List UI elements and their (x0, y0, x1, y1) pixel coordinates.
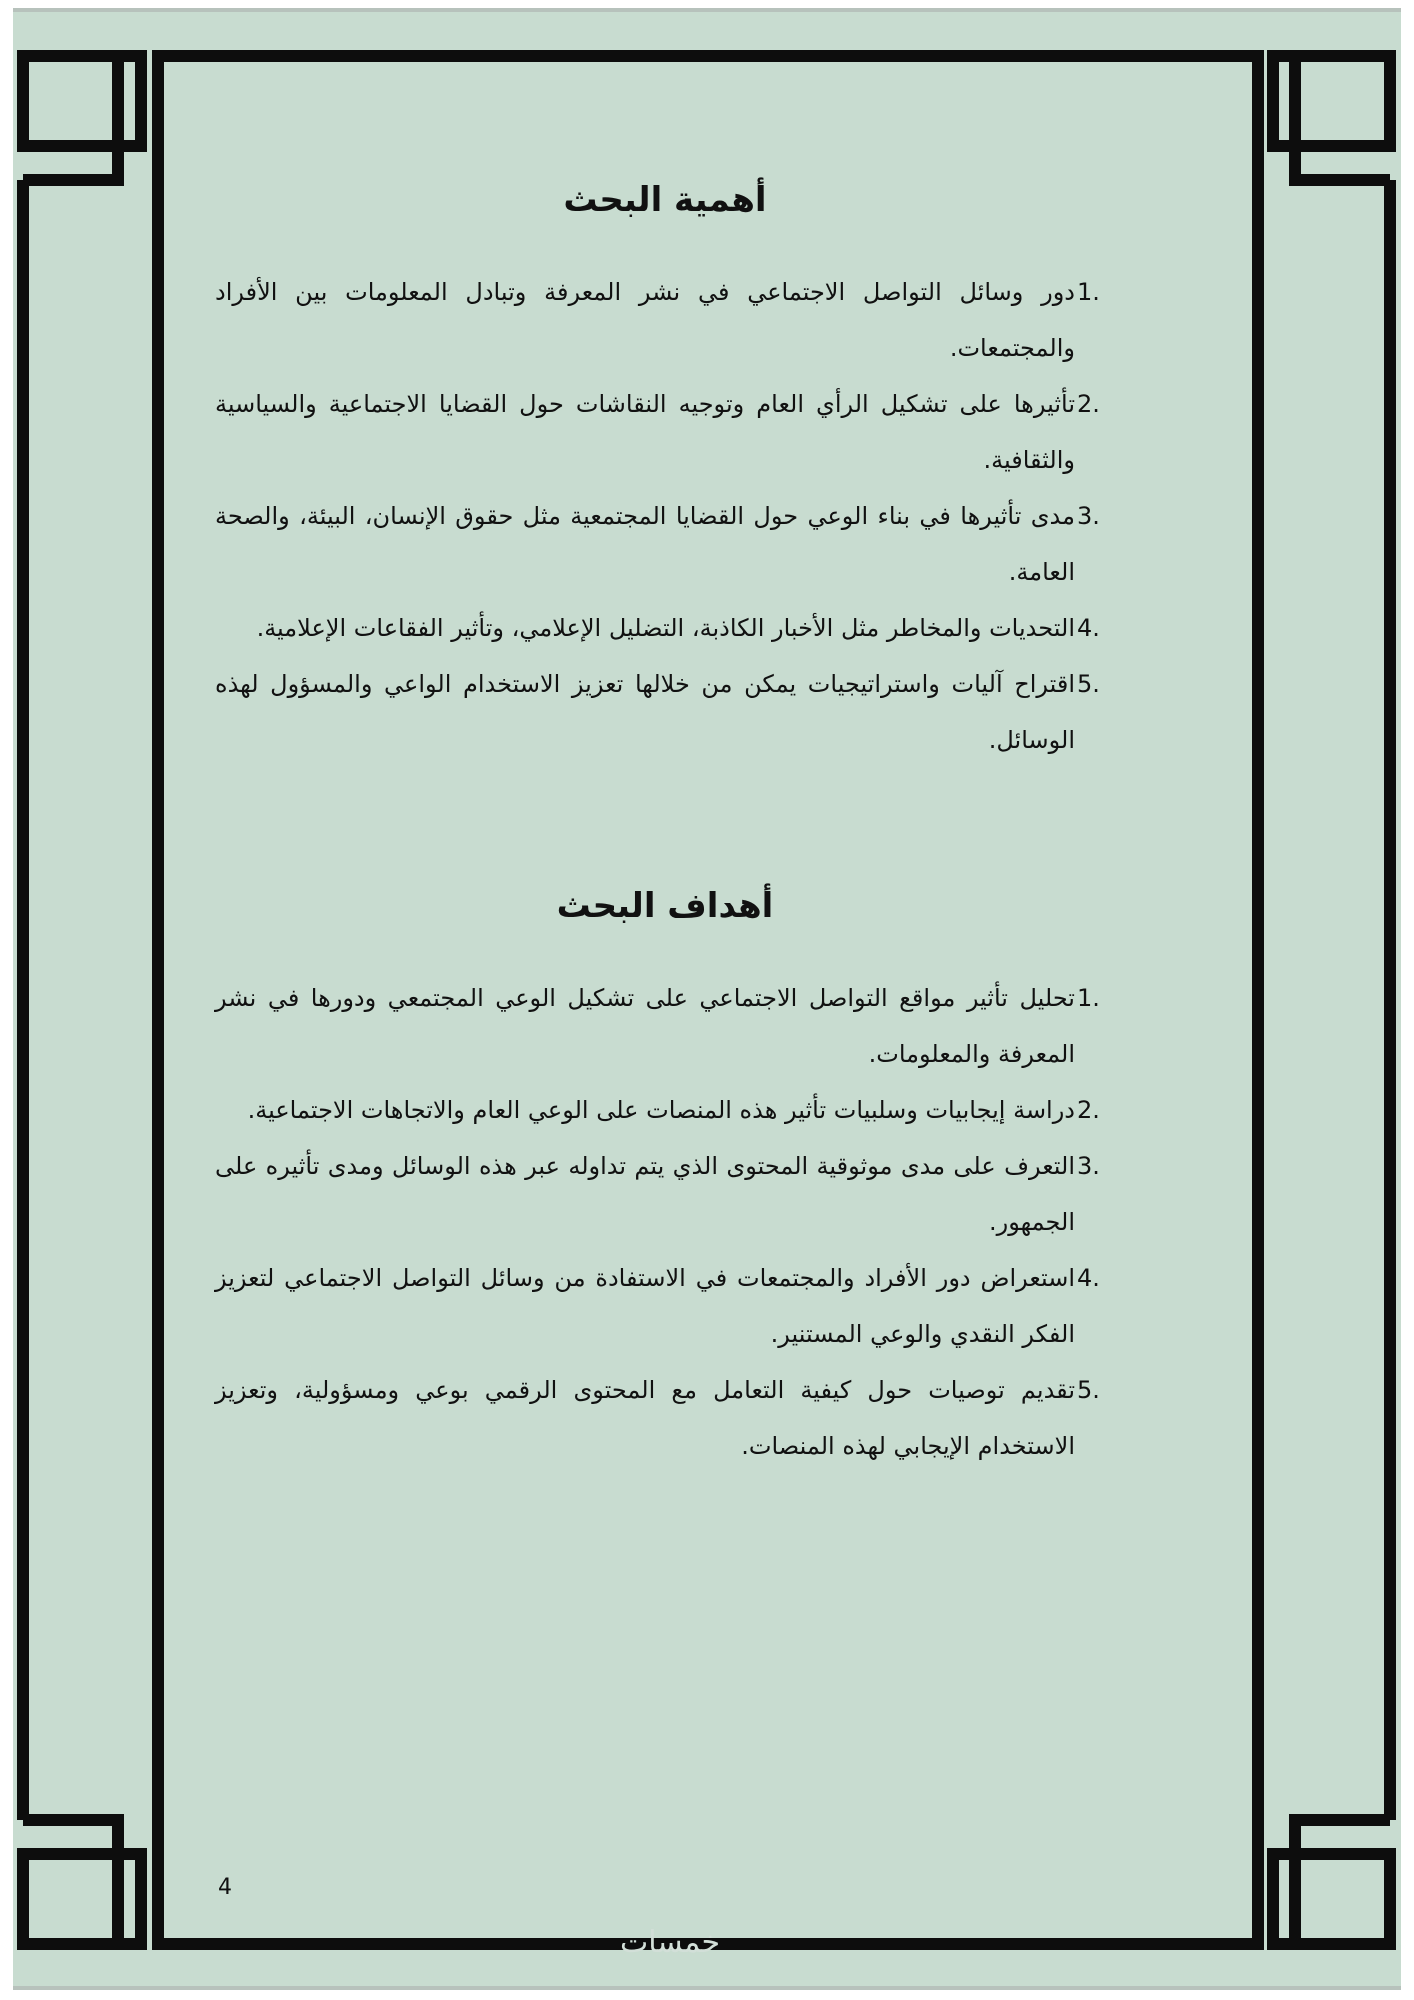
section-title-importance: أهمية البحث (563, 180, 767, 220)
list-item (215, 1138, 1115, 1250)
item-text: دور وسائل التواصل الاجتماعي في نشر المعرفة وتبادل المعلومات بين الأفراد والمجتمعات. (215, 278, 1075, 362)
document-body (215, 150, 1115, 1474)
item-text: استعراض دور الأفراد والمجتمعات في الاستفادة من وسائل التواصل الاجتماعي لتعزيز الفكر النقدي والوعي المستنير. (215, 1264, 1075, 1348)
item-number: 5. (1077, 670, 1100, 698)
item-text: مدى تأثيرها في بناء الوعي حول القضايا المجتمعية مثل حقوق الإنسان، البيئة، والصحة العامة. (215, 502, 1075, 586)
list-item (215, 488, 1115, 600)
item-number: 3. (1077, 502, 1100, 530)
importance-list (215, 264, 1115, 768)
item-number: 1. (1077, 278, 1100, 306)
item-number: 2. (1077, 390, 1100, 418)
item-text: دراسة إيجابيات وسلبيات تأثير هذه المنصات على الوعي العام والاتجاهات الاجتماعية. (247, 1096, 1075, 1124)
item-text: التحديات والمخاطر مثل الأخبار الكاذبة، التضليل الإعلامي، وتأثير الفقاعات الإعلامية. (256, 614, 1075, 642)
item-number: 1. (1077, 984, 1100, 1012)
item-number: 4. (1077, 614, 1100, 642)
item-text: تقديم توصيات حول كيفية التعامل مع المحتوى الرقمي بوعي ومسؤولية، وتعزيز الاستخدام الإيجابي لهذه المنصات. (215, 1376, 1075, 1460)
page-number: 4 (218, 1875, 232, 1900)
watermark: خمسات (620, 1925, 721, 1960)
item-number: 5. (1077, 1376, 1100, 1404)
item-text: تأثيرها على تشكيل الرأي العام وتوجيه النقاشات حول القضايا الاجتماعية والسياسية والثقافية. (215, 390, 1075, 474)
list-item (215, 600, 1115, 656)
list-item (215, 1362, 1115, 1474)
item-number: 4. (1077, 1264, 1100, 1292)
item-text: التعرف على مدى موثوقية المحتوى الذي يتم تداوله عبر هذه الوسائل ومدى تأثيره على الجمهور. (215, 1152, 1075, 1236)
item-text: تحليل تأثير مواقع التواصل الاجتماعي على تشكيل الوعي المجتمعي ودورها في نشر المعرفة والمعلومات. (215, 984, 1075, 1068)
list-item (215, 970, 1115, 1082)
list-item (215, 656, 1115, 768)
section-title-objectives: أهداف البحث (556, 886, 774, 926)
list-item (215, 1082, 1115, 1138)
item-number: 2. (1077, 1096, 1100, 1124)
item-number: 3. (1077, 1152, 1100, 1180)
list-item (215, 264, 1115, 376)
objectives-list (215, 970, 1115, 1474)
list-item (215, 376, 1115, 488)
item-text: اقتراح آليات واستراتيجيات يمكن من خلالها تعزيز الاستخدام الواعي والمسؤول لهذه الوسائل. (215, 670, 1075, 754)
list-item (215, 1250, 1115, 1362)
